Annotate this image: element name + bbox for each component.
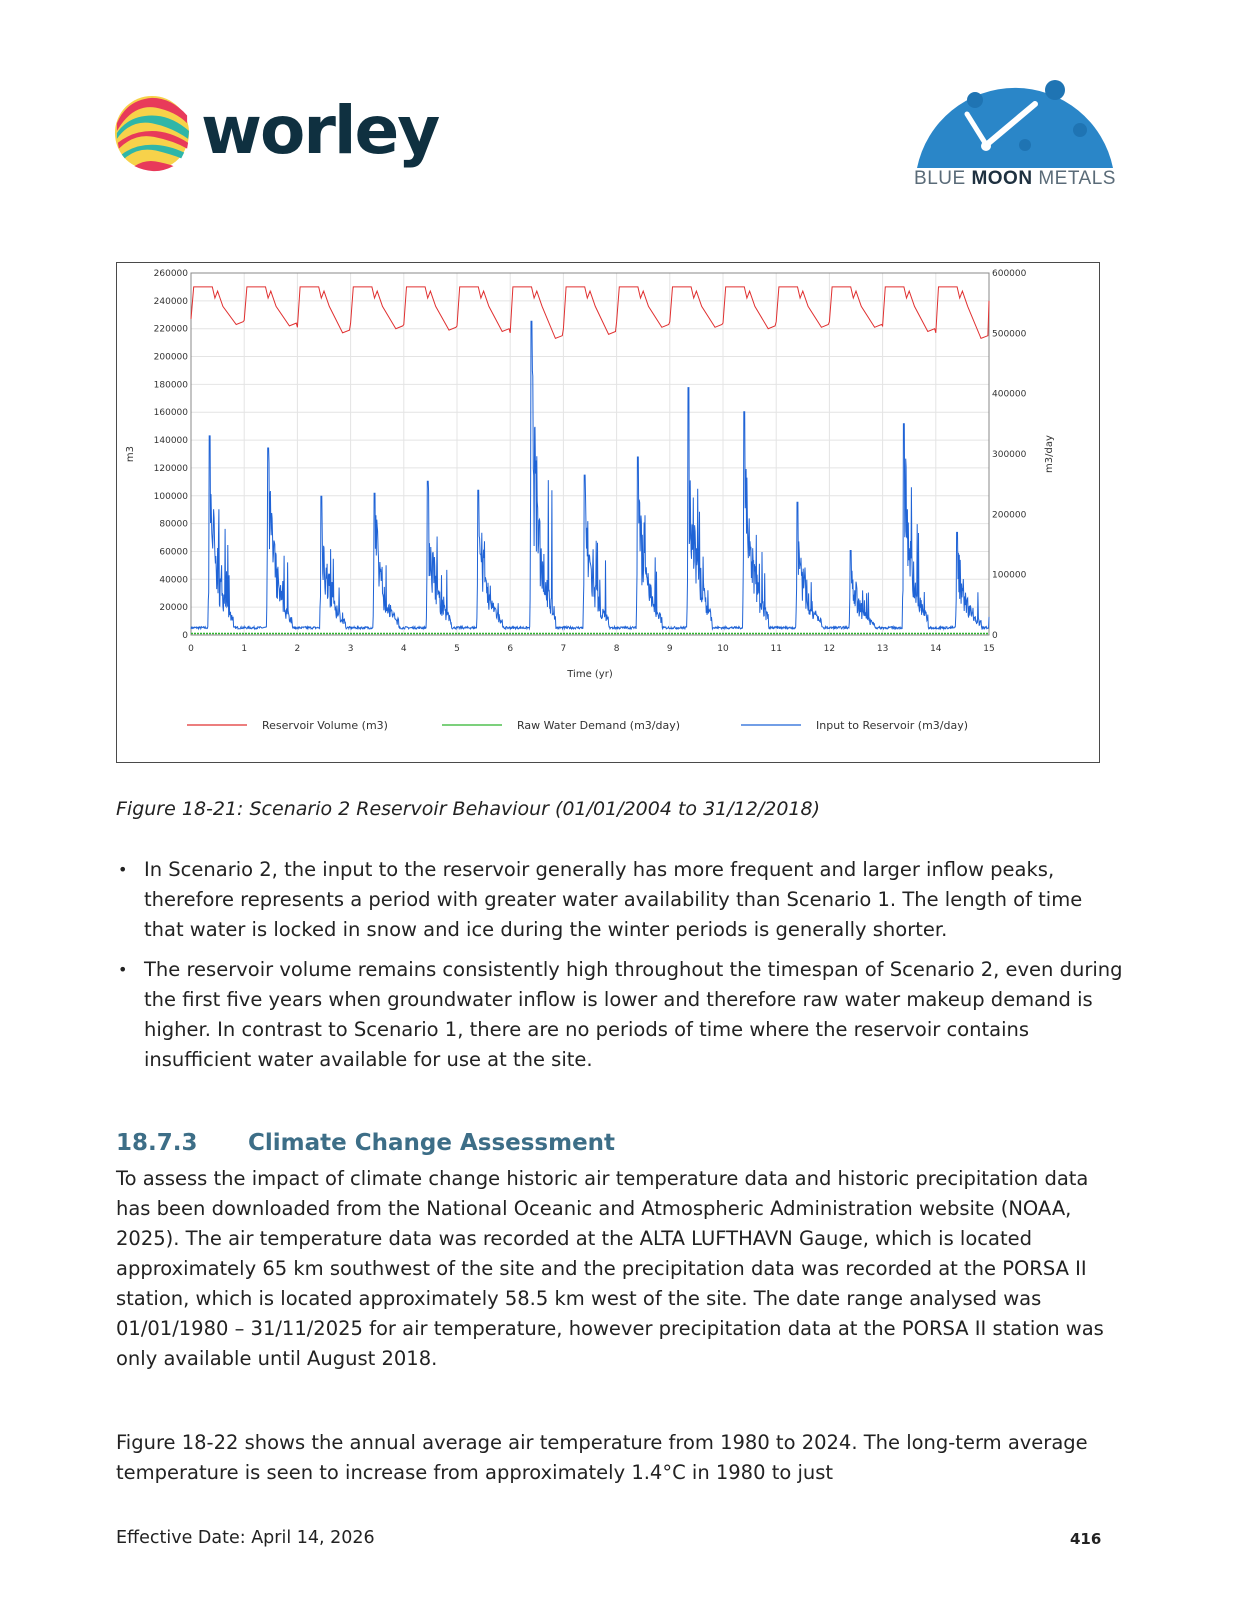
body-paragraph: Figure 18-22 shows the annual average air temperature from 1980 to 2024. The long-term average temperature is seen to increase from approximately 1.4°C in 1980 to just [116, 1431, 1088, 1484]
chart-legend [187, 719, 968, 732]
y-right-tick-label: 300000 [992, 450, 1027, 460]
y-left-tick-label: 260000 [153, 269, 188, 279]
x-tick-label: 0 [188, 644, 194, 654]
x-tick-label: 10 [717, 644, 729, 654]
section-heading [116, 1130, 615, 1156]
bullet-list [116, 855, 1126, 1085]
y-left-tick-label: 220000 [153, 324, 188, 335]
y-left-tick-label: 40000 [159, 575, 188, 586]
x-tick-label: 9 [666, 644, 673, 654]
y-right-tick-label: 400000 [992, 389, 1027, 400]
y-left-tick-label: 60000 [159, 547, 188, 558]
x-tick-label: 12 [823, 644, 836, 654]
figure-caption: Figure 18-21: Scenario 2 Reservoir Behaviour (01/01/2004 to 31/12/2018) [116, 798, 821, 820]
section-title: Climate Change Assessment [248, 1130, 616, 1156]
worley-wordmark: worley [201, 92, 439, 169]
series-input-to-reservoir [191, 321, 989, 629]
bullet-item: • In Scenario 2, the input to the reservoir generally has more frequent and larger inflow peaks, therefore represents a period with greater water availability than Scenario 1. The length of time that water is locked in snow and ice during the winter periods is generally shorter. [116, 855, 1126, 945]
y-left-tick-label: 140000 [153, 436, 188, 447]
x-tick-label: 3 [347, 644, 354, 654]
x-tick-label: 8 [613, 644, 620, 654]
footer-effective-date: Effective Date: April 14, 2026 [116, 1528, 375, 1548]
chart-series [191, 287, 989, 634]
legend-label: Raw Water Demand (m3/day) [517, 719, 681, 732]
x-tick-label: 5 [454, 644, 460, 654]
y-right-axis-label: m3/day [1044, 435, 1055, 473]
reservoir-behaviour-chart [116, 262, 1100, 763]
x-tick-label: 4 [400, 644, 407, 654]
body-paragraph: To assess the impact of climate change historic air temperature data and historic precipitation data has been downloaded from the National Oceanic and Atmospheric Administration website (NOAA, 2025). The air temperature data was recorded at the ALTA LUFTHAVN Gauge, which is located approximately 65 km southwest of the site and the precipitation data was recorded at the PORSA II station, which is located approximately 58.5 km west of the site. The date range analysed was 01/01/1980 – 31/11/2025 for air temperature, however precipitation data at the PORSA II station was only available until August 2018. [116, 1167, 1104, 1370]
worley-swirl-icon [113, 94, 191, 172]
blue-moon-metals-logo [905, 60, 1125, 195]
moon-clock-icon [905, 60, 1125, 170]
x-tick-label: 14 [930, 644, 942, 654]
y-left-tick-label: 180000 [153, 380, 188, 391]
logo-word-metals: METALS [1038, 168, 1116, 189]
y-left-tick-label: 200000 [153, 352, 188, 363]
y-right-tick-label: 500000 [992, 329, 1027, 340]
y-left-tick-label: 160000 [153, 408, 188, 419]
chart-grid [191, 273, 989, 635]
y-left-axis-label: m3 [125, 445, 136, 463]
plot-border [191, 273, 989, 635]
y-left-tick-label: 100000 [153, 491, 188, 502]
page-number: 416 [1070, 1530, 1102, 1548]
section-number: 18.7.3 [116, 1130, 198, 1156]
legend-label: Input to Reservoir (m3/day) [816, 719, 969, 732]
x-tick-label: 15 [983, 644, 995, 654]
chart-canvas [117, 263, 1101, 764]
y-left-tick-label: 20000 [159, 603, 188, 614]
x-tick-label: 1 [241, 644, 248, 654]
y-left-tick-label: 120000 [153, 463, 188, 474]
x-tick-label: 7 [560, 644, 567, 654]
y-left-tick-label: 240000 [153, 296, 188, 307]
blue-moon-metals-wordmark [905, 168, 1125, 190]
x-axis-label: Time (yr) [567, 669, 613, 680]
y-right-tick-label: 0 [992, 631, 998, 641]
worley-logo [113, 90, 453, 180]
x-tick-label: 13 [876, 644, 889, 654]
y-left-tick-label: 80000 [159, 519, 188, 530]
legend-label: Reservoir Volume (m3) [262, 719, 388, 732]
y-right-tick-label: 200000 [992, 510, 1027, 521]
y-right-tick-label: 600000 [992, 269, 1027, 279]
chart-axes [125, 269, 1055, 680]
logo-word-blue: BLUE [914, 168, 966, 189]
bullet-item: • The reservoir volume remains consistently high throughout the timespan of Scenario 2, even during the first five years when groundwater inflow is lower and therefore raw water makeup demand is higher. In contrast to Scenario 1, there are no periods of time where the reservoir contains insufficient water available for use at the site. [116, 955, 1126, 1075]
logo-word-moon: MOON [971, 168, 1033, 189]
y-left-tick-label: 0 [182, 631, 188, 641]
series-reservoir-volume [191, 287, 989, 339]
x-tick-label: 6 [507, 644, 514, 654]
x-tick-label: 2 [294, 644, 301, 654]
x-tick-label: 11 [770, 644, 782, 654]
y-right-tick-label: 100000 [992, 570, 1027, 581]
